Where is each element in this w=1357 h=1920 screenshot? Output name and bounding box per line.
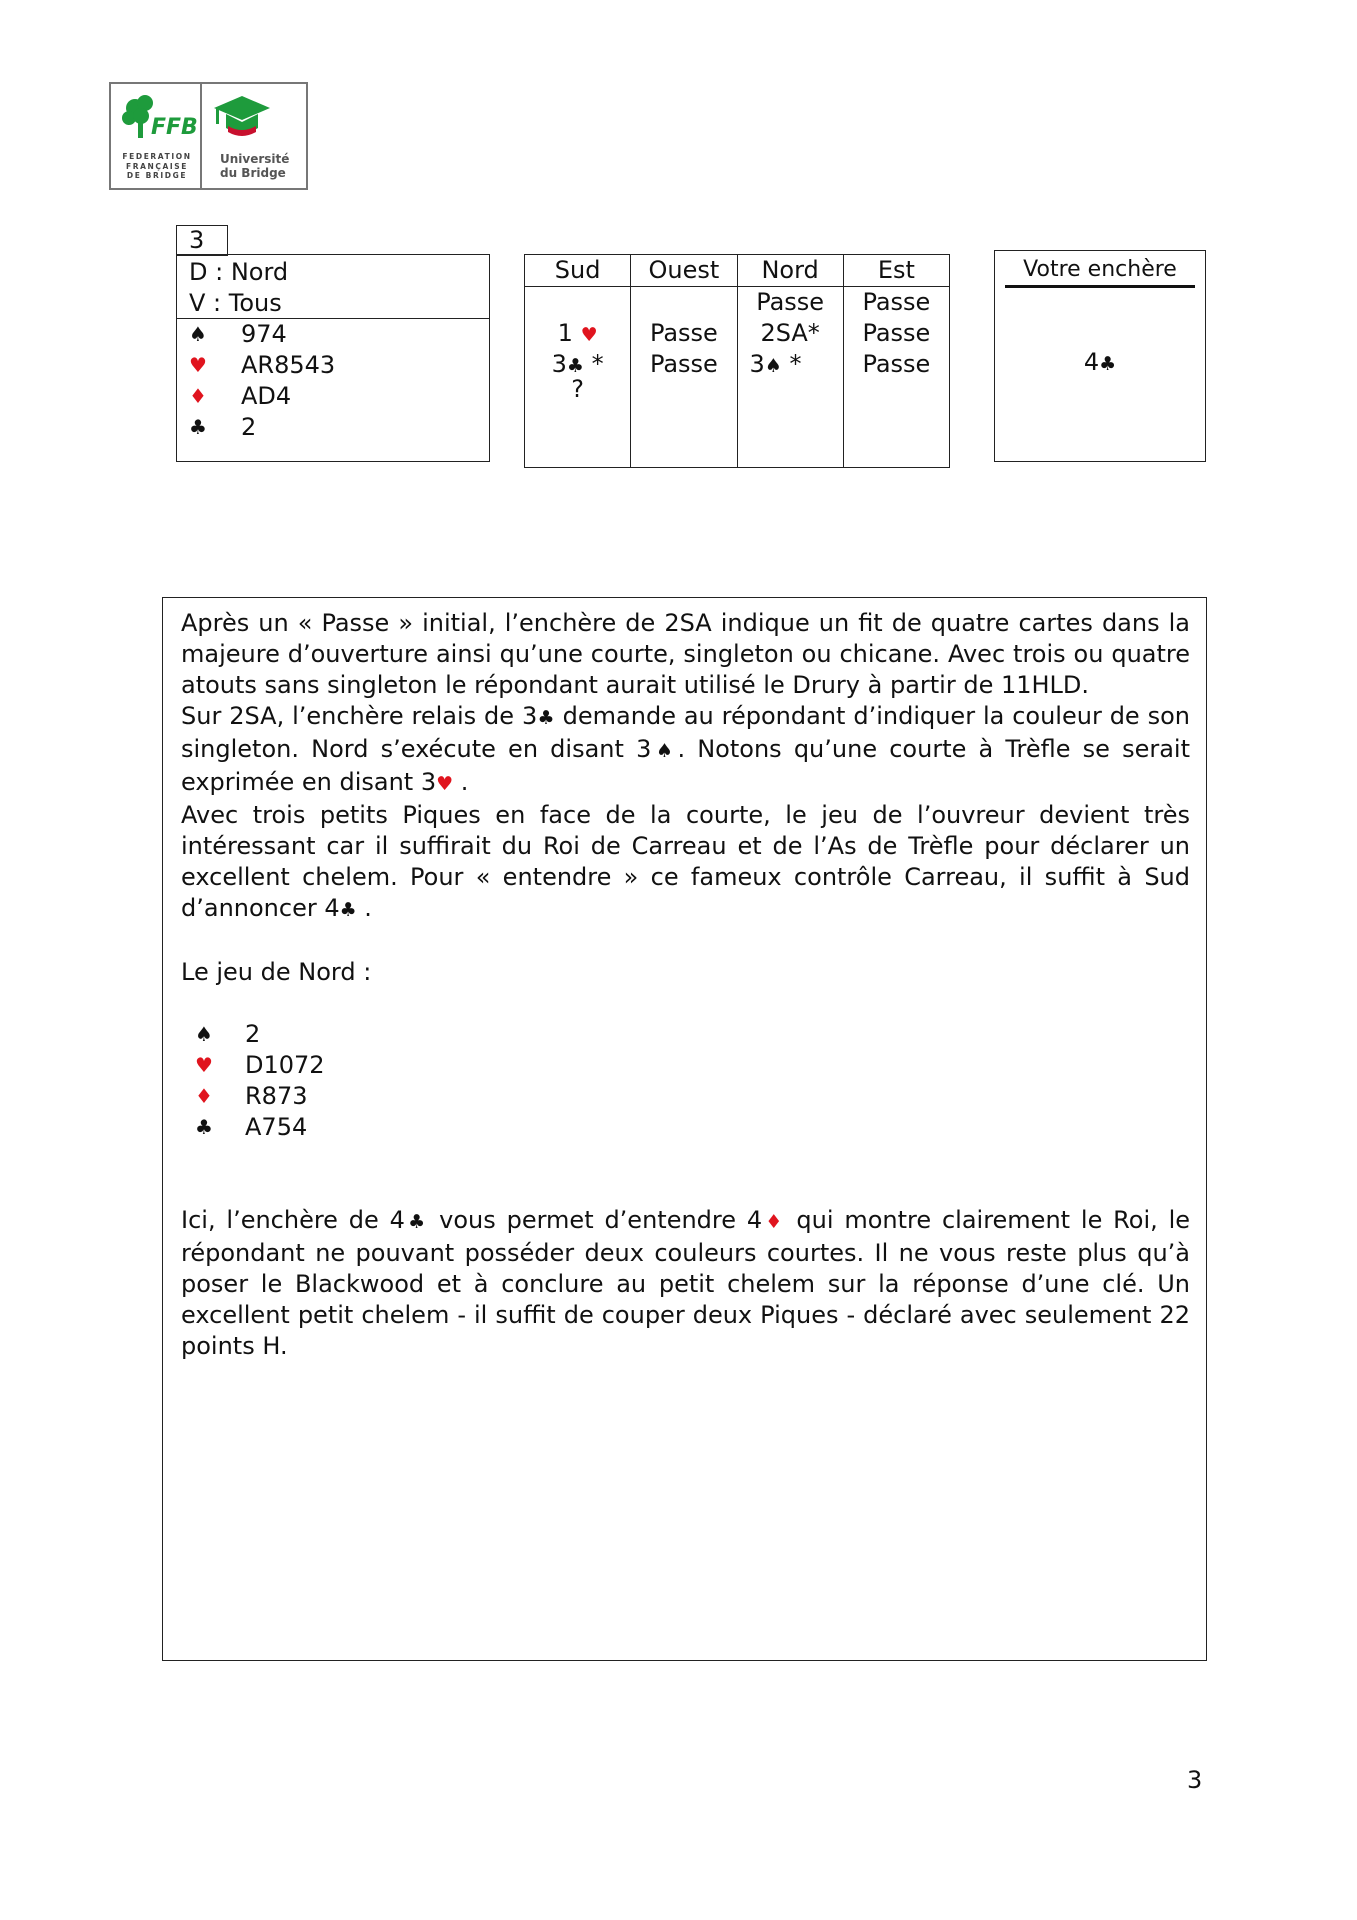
bid-cell: Passe <box>862 319 931 347</box>
bid-cell: Passe <box>649 319 718 347</box>
bid-cell <box>525 287 630 318</box>
spade-icon: ♠ <box>764 355 782 377</box>
bidding-header-ouest: Ouest <box>631 255 736 287</box>
bid-cell: ? <box>571 375 584 403</box>
bid-cell: Passe <box>862 350 931 378</box>
deal-number: 3 <box>176 225 228 256</box>
answer-bid: 4♣ <box>1083 348 1117 376</box>
answer-title: Votre enchère <box>1005 255 1195 288</box>
dealer: D : Nord <box>189 258 289 286</box>
club-icon: ♣ <box>339 899 357 921</box>
south-hand <box>177 319 489 443</box>
hand-row-clubs <box>189 412 489 443</box>
nord-row-spades: ♠ 2 <box>195 1020 261 1048</box>
commentary-paragraph-1: Après un « Passe » initial, l’enchère de 2SA indique un fit de quatre cartes dans la majeure d’ouverture ainsi qu’une courte, singleton ou chicane. Avec trois ou quatre atouts sans singleton le répondant aurait utilisé le Drury à partir de 11HLD. <box>181 609 1190 699</box>
spade-icon: ♠ <box>651 740 678 762</box>
commentary-box <box>162 597 1207 1661</box>
commentary-paragraph-4: Ici, l’enchère de 4♣ vous permet d’entendre 4♦ qui montre clairement le Roi, le répondant ne pouvant posséder deux couleurs courtes. Il ne vous reste plus qu’à poser le Blackwood et à conclure au petit chelem sur la réponse d’une clé. Un excellent petit chelem - il suffit de couper deux Piques - déclaré avec seulement 22 points H. <box>181 1206 1191 1360</box>
club-icon: ♣ <box>404 1211 429 1233</box>
bidding-col-nord <box>738 255 844 467</box>
commentary-paragraph-2: Sur 2SA, l’enchère relais de 3♣ demande au répondant d’indiquer la couleur de son singleton. Nord s’exécute en disant 3♠. Notons qu’une courte à Trèfle se serait exprimée en disant 3♥ . <box>181 702 1190 796</box>
page-number: 3 <box>1187 1766 1203 1794</box>
logo <box>109 82 308 190</box>
bidding-col-sud <box>525 255 631 467</box>
cards-spades: 974 <box>241 320 287 348</box>
dealer-vulnerability <box>177 255 489 319</box>
bid-cell <box>631 287 736 318</box>
hand-row-spades <box>189 319 489 350</box>
bidding-col-est <box>844 255 949 467</box>
bid-cell: Passe <box>649 350 718 378</box>
club-icon: ♣ <box>1099 353 1117 375</box>
heart-icon: ♥ <box>189 353 207 377</box>
club-icon: ♣ <box>566 355 584 377</box>
bidding-header-nord: Nord <box>738 255 843 287</box>
bid-cell: Passe <box>756 288 825 316</box>
bidding-table <box>524 254 950 468</box>
spade-icon: ♠ <box>195 1022 213 1046</box>
bidding-header-sud: Sud <box>525 255 630 287</box>
club-icon: ♣ <box>195 1115 213 1139</box>
bid-cell: 3♣ * <box>551 350 604 378</box>
cards-clubs: 2 <box>241 413 257 441</box>
diamond-icon: ♦ <box>195 1084 213 1108</box>
bid-cell: 3♠ * <box>749 350 802 378</box>
heart-icon: ♥ <box>195 1053 213 1077</box>
nord-row-clubs: ♣ A754 <box>195 1113 308 1141</box>
hand-row-hearts <box>189 350 489 381</box>
club-icon: ♣ <box>537 707 555 729</box>
ffb-tree-icon <box>121 94 198 144</box>
diamond-icon: ♦ <box>762 1211 786 1233</box>
svg-text:FFB: FFB <box>151 115 198 140</box>
vulnerable: V : Tous <box>189 289 282 317</box>
nord-row-diamonds: ♦ R873 <box>195 1082 308 1110</box>
graduation-cap-icon <box>212 94 272 142</box>
universite-text: Université du Bridge <box>220 152 290 180</box>
ffb-logo <box>111 84 202 188</box>
answer-box <box>994 250 1206 462</box>
cards-diamonds: AD4 <box>241 382 292 410</box>
federation-text: FEDERATION FRANÇAISE DE BRIDGE <box>122 152 192 180</box>
diamond-icon: ♦ <box>189 384 207 408</box>
nord-hand-title: Le jeu de Nord : <box>181 958 372 986</box>
heart-icon: ♥ <box>580 324 598 346</box>
hand-row-diamonds <box>189 381 489 412</box>
nord-hand <box>181 1019 1190 1143</box>
commentary-paragraph-3: Avec trois petits Piques en face de la courte, le jeu de l’ouvreur devient très intéressant car il suffirait du Roi de Carreau et de l’As de Trèfle pour déclarer un excellent chelem. Pour « entendre » ce fameux contrôle Carreau, il suffit à Sud d’annoncer 4♣ . <box>181 801 1190 922</box>
heart-icon: ♥ <box>436 773 454 795</box>
deal-box <box>176 254 490 462</box>
bidding-col-ouest <box>631 255 737 467</box>
universite-logo <box>202 84 306 188</box>
bid-cell: 2SA* <box>760 319 820 347</box>
bid-cell: 1 ♥ <box>557 319 598 347</box>
nord-row-hearts: ♥ D1072 <box>195 1051 325 1079</box>
spade-icon: ♠ <box>189 322 207 346</box>
bid-cell: Passe <box>862 288 931 316</box>
club-icon: ♣ <box>189 415 207 439</box>
bidding-header-est: Est <box>844 255 949 287</box>
cards-hearts: AR8543 <box>241 351 336 379</box>
